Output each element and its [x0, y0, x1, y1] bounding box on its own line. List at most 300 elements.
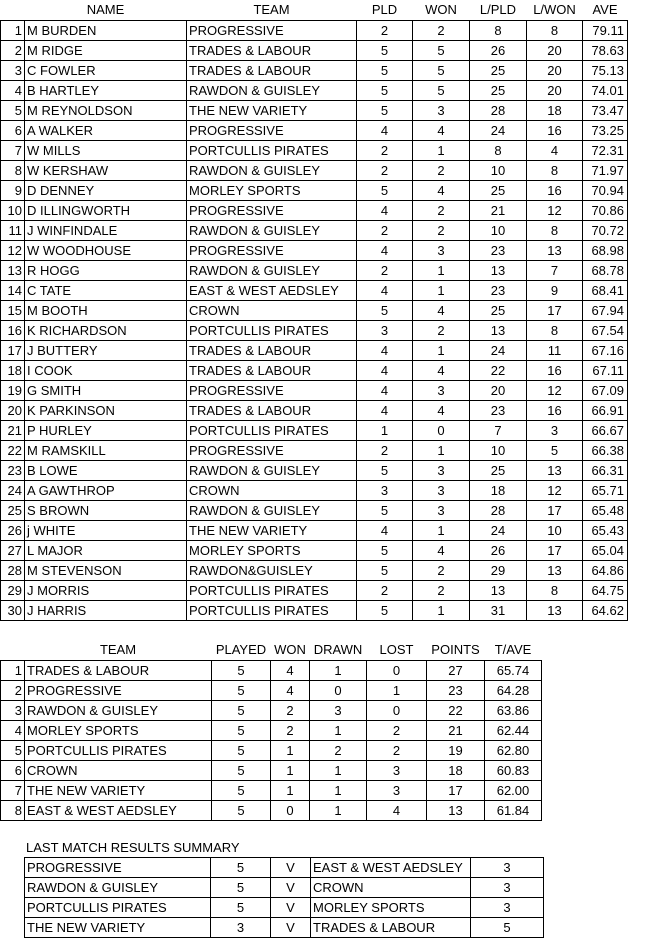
played-cell: 5	[357, 601, 413, 621]
won-cell: 4	[413, 401, 470, 421]
player-row	[1, 81, 628, 101]
col-header-lost: LOST	[379, 642, 414, 657]
player-name-cell: W WOODHOUSE	[25, 241, 187, 261]
team-name-cell: THE NEW VARIETY	[187, 521, 357, 541]
legs-played-cell: 25	[470, 301, 527, 321]
team-name-cell: TRADES & LABOUR	[187, 61, 357, 81]
result-row	[25, 918, 544, 938]
player-row	[1, 241, 628, 261]
player-name-cell: C TATE	[25, 281, 187, 301]
player-row	[1, 381, 628, 401]
col-header-drawn: DRAWN	[313, 642, 363, 657]
col-header-team: TEAM	[253, 2, 290, 17]
result-row	[25, 878, 544, 898]
col-header-points: POINTS	[431, 642, 480, 657]
result-row	[25, 898, 544, 918]
rank-cell: 4	[1, 81, 25, 101]
played-cell: 2	[357, 21, 413, 41]
team-name-cell: RAWDON & GUISLEY	[187, 261, 357, 281]
average-cell: 65.43	[583, 521, 628, 541]
legs-played-cell: 13	[470, 581, 527, 601]
won-cell: 4	[413, 181, 470, 201]
home-score-cell: 3	[211, 918, 271, 938]
player-row	[1, 601, 628, 621]
results-summary-title: LAST MATCH RESULTS SUMMARY	[26, 840, 240, 855]
player-row	[1, 181, 628, 201]
away-team-cell: MORLEY SPORTS	[311, 898, 471, 918]
won-cell: 5	[413, 61, 470, 81]
rank-cell: 15	[1, 301, 25, 321]
col-header-ave: AVE	[592, 2, 618, 17]
average-cell: 65.48	[583, 501, 628, 521]
legs-played-cell: 21	[470, 201, 527, 221]
rank-cell: 30	[1, 601, 25, 621]
average-cell: 65.71	[583, 481, 628, 501]
won-cell: 3	[413, 101, 470, 121]
points-cell: 17	[427, 781, 485, 801]
legs-won-cell: 16	[527, 361, 583, 381]
rank-cell: 26	[1, 521, 25, 541]
played-cell: 2	[357, 141, 413, 161]
player-row	[1, 501, 628, 521]
played-cell: 4	[357, 121, 413, 141]
col-header-tave: T/AVE	[494, 642, 532, 657]
rank-cell: 1	[1, 21, 25, 41]
team-name-cell: TRADES & LABOUR	[187, 41, 357, 61]
won-cell: 3	[413, 461, 470, 481]
lost-cell: 4	[367, 801, 427, 821]
played-cell: 5	[357, 561, 413, 581]
legs-won-cell: 8	[527, 161, 583, 181]
player-row	[1, 421, 628, 441]
col-header-won: WON	[274, 642, 306, 657]
legs-played-cell: 8	[470, 141, 527, 161]
rank-cell: 9	[1, 181, 25, 201]
played-cell: 4	[357, 281, 413, 301]
team-name-cell: THE NEW VARIETY	[25, 781, 212, 801]
team-average-cell: 61.84	[485, 801, 542, 821]
team-row	[1, 801, 542, 821]
team-name-cell: CROWN	[25, 761, 212, 781]
player-row	[1, 261, 628, 281]
player-row	[1, 361, 628, 381]
team-name-cell: RAWDON & GUISLEY	[187, 221, 357, 241]
played-cell: 2	[357, 161, 413, 181]
won-cell: 2	[413, 581, 470, 601]
player-row	[1, 121, 628, 141]
player-name-cell: W KERSHAW	[25, 161, 187, 181]
player-name-cell: R HOGG	[25, 261, 187, 281]
player-row	[1, 481, 628, 501]
team-average-cell: 60.83	[485, 761, 542, 781]
legs-played-cell: 25	[470, 461, 527, 481]
team-average-cell: 62.44	[485, 721, 542, 741]
players-header-row	[1, 0, 628, 21]
won-cell: 5	[413, 81, 470, 101]
legs-won-cell: 18	[527, 101, 583, 121]
player-name-cell: M RAMSKILL	[25, 441, 187, 461]
home-team-cell: RAWDON & GUISLEY	[25, 878, 211, 898]
away-team-cell: EAST & WEST AEDSLEY	[311, 858, 471, 878]
player-row	[1, 561, 628, 581]
team-name-cell: PROGRESSIVE	[187, 441, 357, 461]
versus-cell: V	[271, 918, 311, 938]
legs-won-cell: 7	[527, 261, 583, 281]
rank-cell: 2	[1, 681, 25, 701]
won-cell: 0	[413, 421, 470, 441]
team-name-cell: EAST & WEST AEDSLEY	[25, 801, 212, 821]
team-name-cell: RAWDON & GUISLEY	[187, 461, 357, 481]
col-header-num	[1, 640, 25, 661]
won-cell: 1	[413, 601, 470, 621]
played-cell: 2	[357, 221, 413, 241]
legs-won-cell: 13	[527, 561, 583, 581]
played-cell: 4	[357, 521, 413, 541]
played-cell: 4	[357, 401, 413, 421]
legs-played-cell: 26	[470, 41, 527, 61]
rank-cell: 20	[1, 401, 25, 421]
played-cell: 3	[357, 321, 413, 341]
rank-cell: 22	[1, 441, 25, 461]
home-score-cell: 5	[211, 898, 271, 918]
legs-played-cell: 31	[470, 601, 527, 621]
drawn-cell: 3	[310, 701, 367, 721]
home-score-cell: 5	[211, 858, 271, 878]
team-row	[1, 721, 542, 741]
average-cell: 67.16	[583, 341, 628, 361]
team-name-cell: MORLEY SPORTS	[187, 181, 357, 201]
won-cell: 1	[413, 341, 470, 361]
player-name-cell: K PARKINSON	[25, 401, 187, 421]
played-cell: 4	[357, 381, 413, 401]
player-name-cell: M REYNOLDSON	[25, 101, 187, 121]
average-cell: 72.31	[583, 141, 628, 161]
player-name-cell: J HARRIS	[25, 601, 187, 621]
won-cell: 5	[413, 41, 470, 61]
team-name-cell: CROWN	[187, 301, 357, 321]
played-cell: 5	[357, 181, 413, 201]
team-row	[1, 781, 542, 801]
legs-played-cell: 10	[470, 161, 527, 181]
legs-played-cell: 22	[470, 361, 527, 381]
legs-won-cell: 13	[527, 461, 583, 481]
won-cell: 1	[271, 741, 310, 761]
team-row	[1, 741, 542, 761]
rank-cell: 21	[1, 421, 25, 441]
played-cell: 4	[357, 201, 413, 221]
played-cell: 5	[357, 501, 413, 521]
rank-cell: 3	[1, 701, 25, 721]
played-cell: 5	[212, 661, 271, 681]
team-name-cell: PORTCULLIS PIRATES	[187, 421, 357, 441]
legs-played-cell: 13	[470, 321, 527, 341]
rank-cell: 6	[1, 121, 25, 141]
player-row	[1, 461, 628, 481]
rank-cell: 19	[1, 381, 25, 401]
legs-won-cell: 20	[527, 41, 583, 61]
average-cell: 68.41	[583, 281, 628, 301]
col-header-team: TEAM	[99, 642, 137, 657]
legs-won-cell: 16	[527, 181, 583, 201]
rank-cell: 8	[1, 161, 25, 181]
team-row	[1, 761, 542, 781]
legs-won-cell: 8	[527, 581, 583, 601]
team-name-cell: CROWN	[187, 481, 357, 501]
legs-played-cell: 25	[470, 81, 527, 101]
rank-cell: 18	[1, 361, 25, 381]
legs-won-cell: 4	[527, 141, 583, 161]
rank-cell: 13	[1, 261, 25, 281]
drawn-cell: 1	[310, 801, 367, 821]
average-cell: 70.86	[583, 201, 628, 221]
legs-won-cell: 13	[527, 241, 583, 261]
average-cell: 71.97	[583, 161, 628, 181]
points-cell: 13	[427, 801, 485, 821]
player-name-cell: B LOWE	[25, 461, 187, 481]
legs-won-cell: 12	[527, 201, 583, 221]
points-cell: 18	[427, 761, 485, 781]
team-average-cell: 62.00	[485, 781, 542, 801]
home-team-cell: PROGRESSIVE	[25, 858, 211, 878]
played-cell: 5	[212, 701, 271, 721]
legs-played-cell: 18	[470, 481, 527, 501]
won-cell: 3	[413, 501, 470, 521]
won-cell: 2	[413, 321, 470, 341]
team-name-cell: TRADES & LABOUR	[187, 341, 357, 361]
points-cell: 19	[427, 741, 485, 761]
rank-cell: 2	[1, 41, 25, 61]
legs-won-cell: 8	[527, 221, 583, 241]
average-cell: 70.94	[583, 181, 628, 201]
played-cell: 5	[357, 81, 413, 101]
team-name-cell: THE NEW VARIETY	[187, 101, 357, 121]
won-cell: 1	[413, 521, 470, 541]
rank-cell: 11	[1, 221, 25, 241]
legs-played-cell: 23	[470, 401, 527, 421]
player-row	[1, 321, 628, 341]
col-header-won: WON	[425, 2, 457, 17]
legs-won-cell: 8	[527, 21, 583, 41]
home-team-cell: THE NEW VARIETY	[25, 918, 211, 938]
col-header-lpld: L/PLD	[479, 2, 517, 17]
legs-played-cell: 10	[470, 441, 527, 461]
won-cell: 4	[413, 301, 470, 321]
won-cell: 1	[271, 761, 310, 781]
rank-cell: 23	[1, 461, 25, 481]
won-cell: 2	[413, 161, 470, 181]
player-row	[1, 101, 628, 121]
team-name-cell: PROGRESSIVE	[187, 21, 357, 41]
legs-won-cell: 20	[527, 61, 583, 81]
won-cell: 3	[413, 381, 470, 401]
legs-won-cell: 9	[527, 281, 583, 301]
team-average-cell: 64.28	[485, 681, 542, 701]
player-row	[1, 141, 628, 161]
legs-won-cell: 12	[527, 481, 583, 501]
player-row	[1, 281, 628, 301]
lost-cell: 2	[367, 741, 427, 761]
rank-cell: 1	[1, 661, 25, 681]
legs-won-cell: 17	[527, 541, 583, 561]
player-name-cell: L MAJOR	[25, 541, 187, 561]
rank-cell: 25	[1, 501, 25, 521]
legs-won-cell: 11	[527, 341, 583, 361]
team-name-cell: PROGRESSIVE	[187, 201, 357, 221]
team-name-cell: PROGRESSIVE	[187, 381, 357, 401]
won-cell: 1	[413, 141, 470, 161]
team-name-cell: PORTCULLIS PIRATES	[187, 321, 357, 341]
average-cell: 70.72	[583, 221, 628, 241]
played-cell: 4	[357, 341, 413, 361]
player-row	[1, 61, 628, 81]
average-cell: 64.86	[583, 561, 628, 581]
played-cell: 4	[357, 361, 413, 381]
result-row	[25, 858, 544, 878]
won-cell: 1	[413, 281, 470, 301]
team-average-cell: 65.74	[485, 661, 542, 681]
rank-cell: 10	[1, 201, 25, 221]
legs-played-cell: 10	[470, 221, 527, 241]
player-name-cell: D ILLINGWORTH	[25, 201, 187, 221]
team-name-cell: PROGRESSIVE	[25, 681, 212, 701]
legs-played-cell: 25	[470, 181, 527, 201]
average-cell: 66.31	[583, 461, 628, 481]
col-header-name: NAME	[86, 2, 125, 17]
player-name-cell: D DENNEY	[25, 181, 187, 201]
player-name-cell: C FOWLER	[25, 61, 187, 81]
rank-cell: 4	[1, 721, 25, 741]
player-row	[1, 221, 628, 241]
player-name-cell: M BOOTH	[25, 301, 187, 321]
legs-played-cell: 7	[470, 421, 527, 441]
legs-played-cell: 23	[470, 241, 527, 261]
played-cell: 5	[212, 761, 271, 781]
player-name-cell: I COOK	[25, 361, 187, 381]
average-cell: 66.38	[583, 441, 628, 461]
away-score-cell: 3	[471, 878, 544, 898]
average-cell: 64.62	[583, 601, 628, 621]
rank-cell: 8	[1, 801, 25, 821]
player-name-cell: J MORRIS	[25, 581, 187, 601]
played-cell: 5	[357, 101, 413, 121]
player-row	[1, 401, 628, 421]
won-cell: 3	[413, 241, 470, 261]
player-row	[1, 341, 628, 361]
won-cell: 2	[413, 221, 470, 241]
team-name-cell: TRADES & LABOUR	[187, 361, 357, 381]
points-cell: 22	[427, 701, 485, 721]
team-name-cell: PORTCULLIS PIRATES	[187, 141, 357, 161]
legs-won-cell: 20	[527, 81, 583, 101]
played-cell: 1	[357, 421, 413, 441]
drawn-cell: 1	[310, 761, 367, 781]
won-cell: 4	[271, 661, 310, 681]
team-name-cell: PROGRESSIVE	[187, 241, 357, 261]
player-row	[1, 41, 628, 61]
won-cell: 2	[413, 561, 470, 581]
player-row	[1, 21, 628, 41]
team-average-cell: 62.80	[485, 741, 542, 761]
average-cell: 67.94	[583, 301, 628, 321]
versus-cell: V	[271, 898, 311, 918]
legs-played-cell: 28	[470, 101, 527, 121]
team-row	[1, 701, 542, 721]
drawn-cell: 1	[310, 781, 367, 801]
team-name-cell: PORTCULLIS PIRATES	[187, 601, 357, 621]
rank-cell: 7	[1, 141, 25, 161]
player-row	[1, 581, 628, 601]
played-cell: 5	[357, 41, 413, 61]
average-cell: 78.63	[583, 41, 628, 61]
played-cell: 5	[357, 541, 413, 561]
won-cell: 1	[271, 781, 310, 801]
won-cell: 4	[413, 541, 470, 561]
player-name-cell: S BROWN	[25, 501, 187, 521]
home-score-cell: 5	[211, 878, 271, 898]
player-name-cell: J BUTTERY	[25, 341, 187, 361]
col-header-pld: PLD	[371, 2, 398, 17]
played-cell: 2	[357, 581, 413, 601]
col-header-lwon: L/WON	[533, 2, 576, 17]
versus-cell: V	[271, 878, 311, 898]
rank-cell: 3	[1, 61, 25, 81]
average-cell: 74.01	[583, 81, 628, 101]
legs-won-cell: 5	[527, 441, 583, 461]
drawn-cell: 2	[310, 741, 367, 761]
played-cell: 5	[212, 781, 271, 801]
played-cell: 5	[357, 461, 413, 481]
legs-won-cell: 12	[527, 381, 583, 401]
team-name-cell: TRADES & LABOUR	[187, 401, 357, 421]
versus-cell: V	[271, 858, 311, 878]
rank-cell: 5	[1, 101, 25, 121]
rank-cell: 16	[1, 321, 25, 341]
away-score-cell: 3	[471, 898, 544, 918]
player-name-cell: B HARTLEY	[25, 81, 187, 101]
won-cell: 3	[413, 481, 470, 501]
player-name-cell: P HURLEY	[25, 421, 187, 441]
legs-played-cell: 25	[470, 61, 527, 81]
legs-won-cell: 17	[527, 501, 583, 521]
away-team-cell: TRADES & LABOUR	[311, 918, 471, 938]
won-cell: 1	[413, 441, 470, 461]
won-cell: 4	[271, 681, 310, 701]
won-cell: 2	[271, 721, 310, 741]
average-cell: 73.25	[583, 121, 628, 141]
team-name-cell: TRADES & LABOUR	[25, 661, 212, 681]
played-cell: 5	[212, 681, 271, 701]
played-cell: 4	[357, 241, 413, 261]
lost-cell: 1	[367, 681, 427, 701]
played-cell: 2	[357, 261, 413, 281]
lost-cell: 0	[367, 661, 427, 681]
legs-won-cell: 10	[527, 521, 583, 541]
player-name-cell: J WINFINDALE	[25, 221, 187, 241]
rank-cell: 27	[1, 541, 25, 561]
legs-played-cell: 24	[470, 521, 527, 541]
drawn-cell: 1	[310, 661, 367, 681]
played-cell: 3	[357, 481, 413, 501]
team-name-cell: RAWDON & GUISLEY	[187, 501, 357, 521]
won-cell: 4	[413, 121, 470, 141]
team-name-cell: PORTCULLIS PIRATES	[187, 581, 357, 601]
played-cell: 5	[212, 741, 271, 761]
teams-header-row	[1, 640, 542, 661]
won-cell: 4	[413, 361, 470, 381]
legs-won-cell: 16	[527, 121, 583, 141]
legs-played-cell: 13	[470, 261, 527, 281]
team-name-cell: RAWDON & GUISLEY	[25, 701, 212, 721]
